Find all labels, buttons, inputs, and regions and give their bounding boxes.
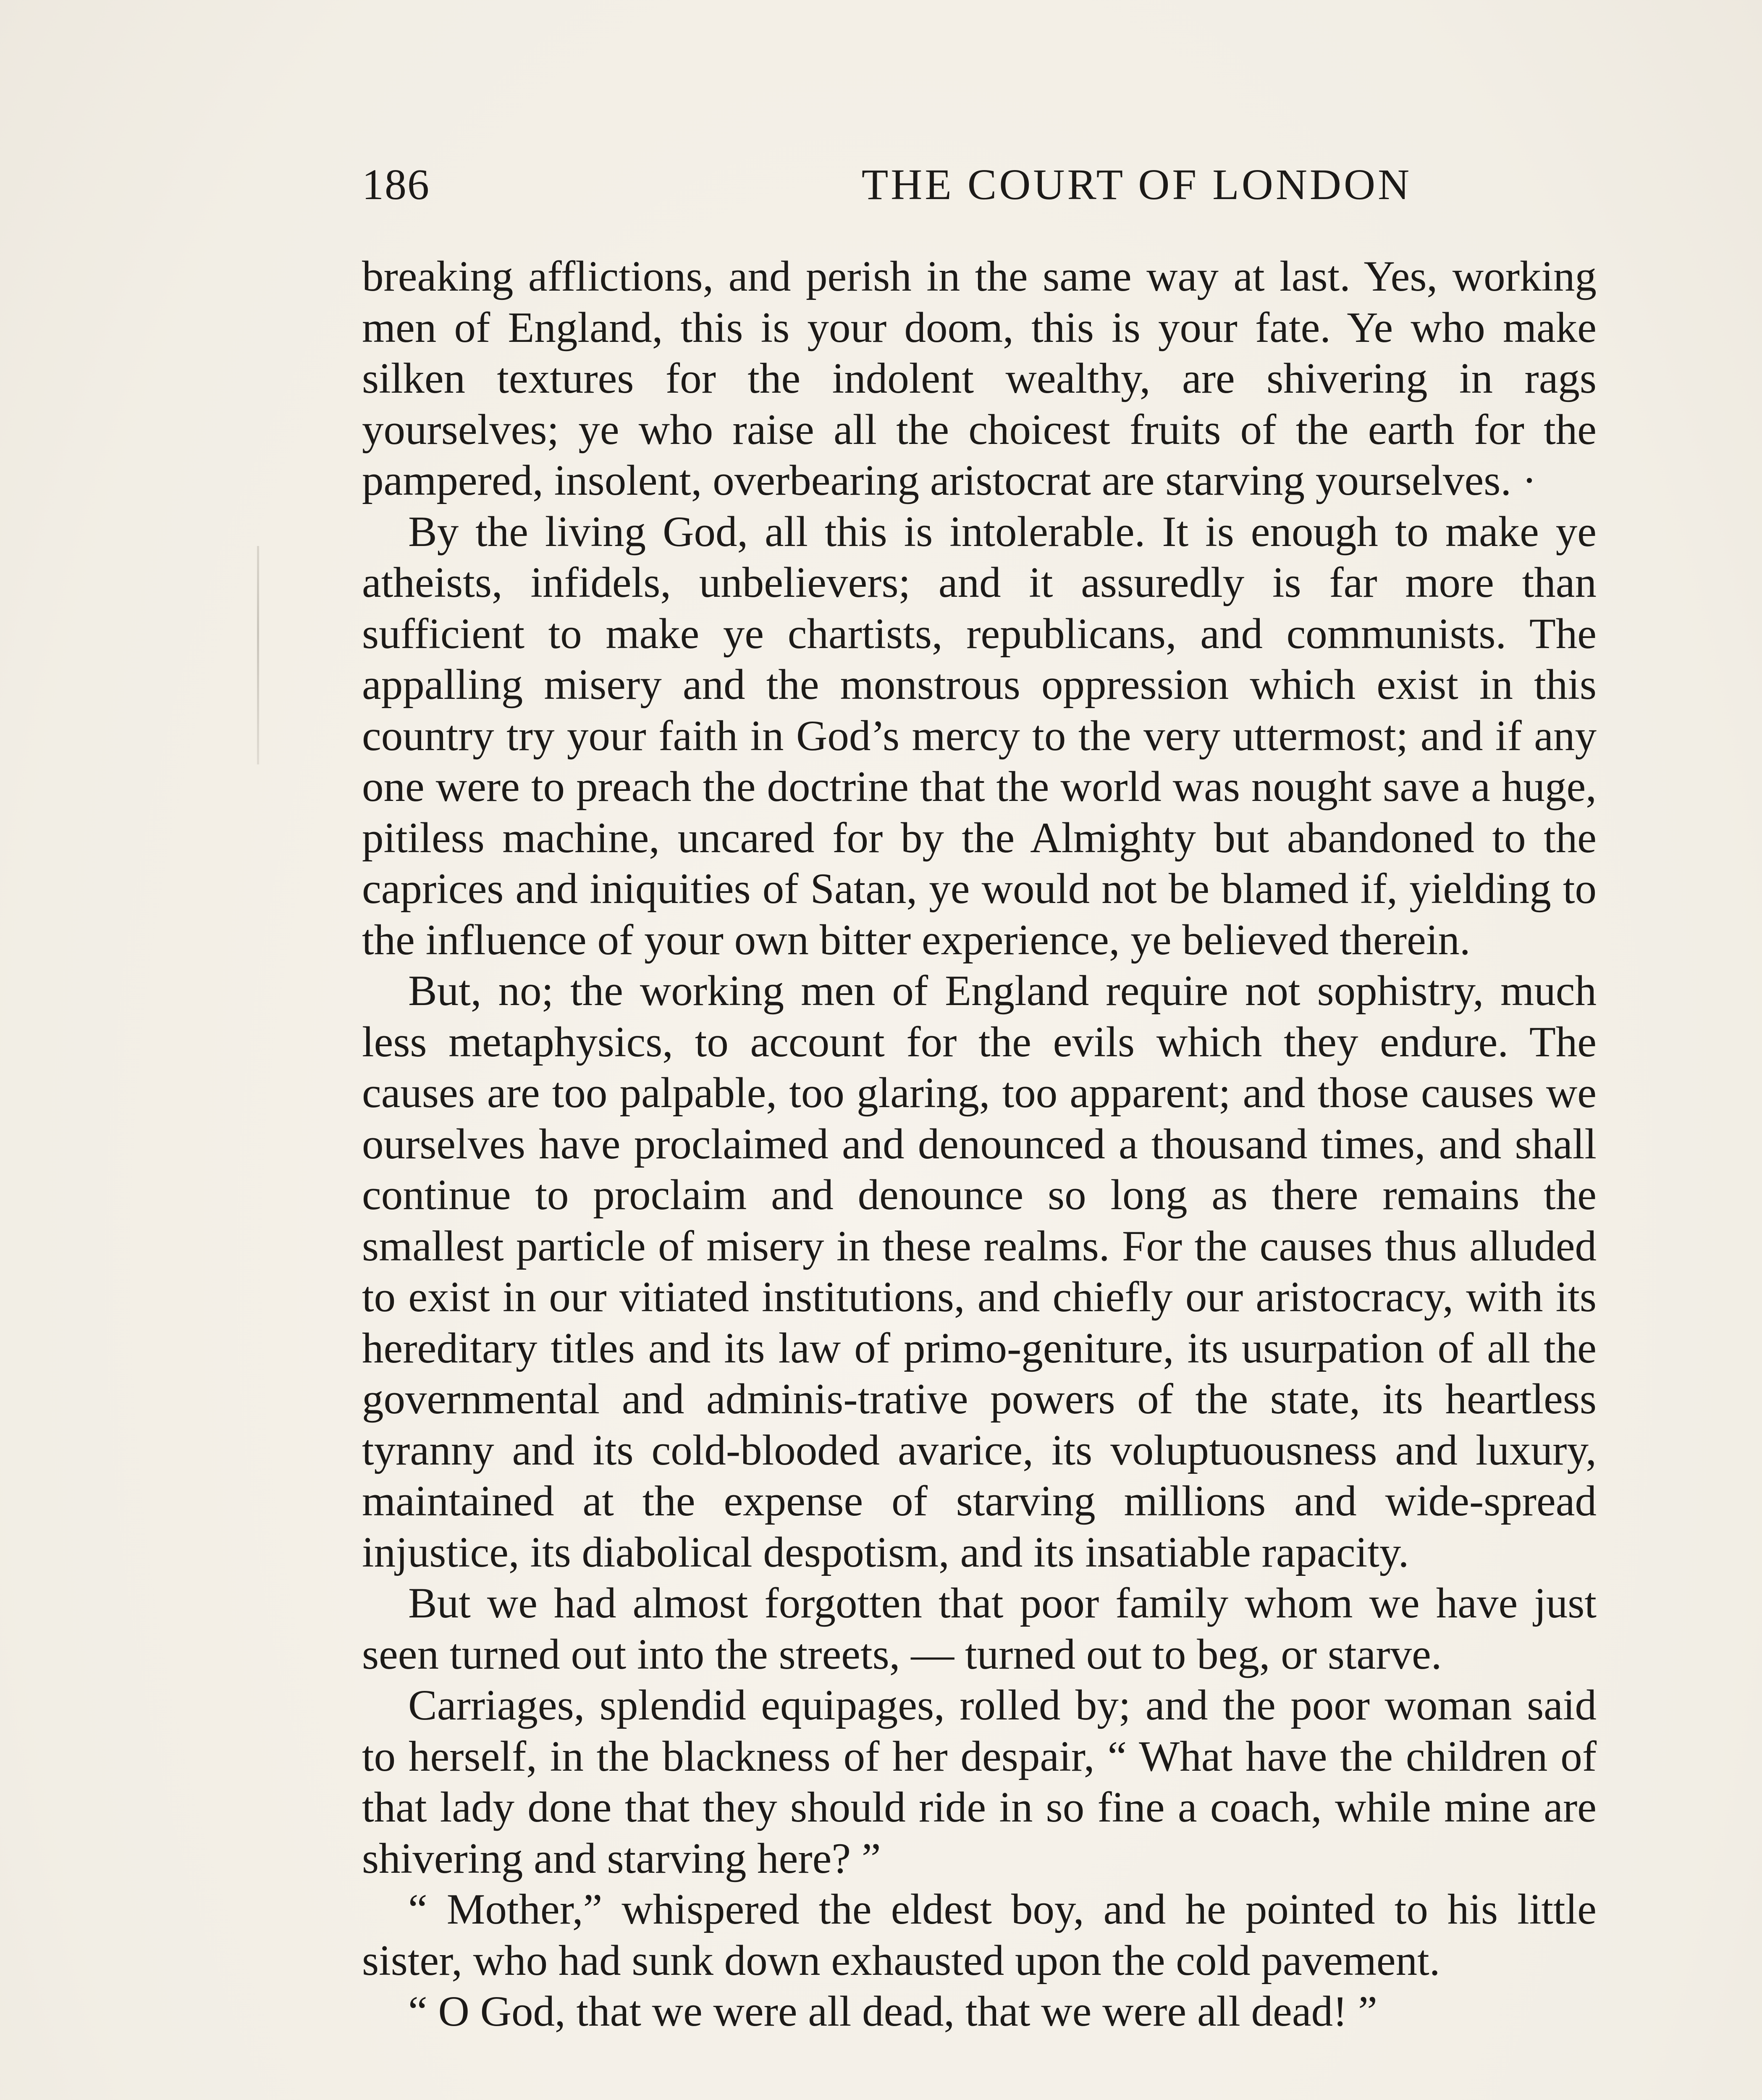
paragraph: But we had almost forgotten that poor family whom we have just seen turned out into the streets, — turned out to beg, or starve. — [362, 1579, 1597, 1678]
paragraph: “ O God, that we were all dead, that we were all dead! ” — [408, 1987, 1377, 2035]
paragraph: “ Mother,” whispered the eldest boy, and he pointed to his little sister, who had sunk down exhausted upon the cold pavement. — [362, 1885, 1597, 1984]
body-text — [362, 251, 1597, 2037]
page-header — [362, 155, 1601, 214]
paragraph: But, no; the working men of England require not sophistry, much less metaphysics, to account for the evils which they endure. The causes are too palpable, too glaring, too apparent; and those causes we ourselves have proclaimed and denounced a thousand times, and shall continue to proclaim and denounce so long as there remains the smallest particle of misery in these realms. For the causes thus alluded to exist in our vitiated institutions, and chiefly our aristocracy, with its hereditary titles and its law of primo-geniture, its usurpation of all the governmental and adminis-trative powers of the state, its heartless tyranny and its cold-blooded avarice, its voluptuousness and luxury, maintained at the expense of starving millions and wide-spread injustice, its diabolical despotism, and its insatiable rapacity. — [362, 967, 1597, 1576]
paragraph: Carriages, splendid equipages, rolled by; and the poor woman said to herself, in the blackness of her despair, “ What have the children of that lady done that they should ride in so fine a coach, while mine are shivering and starving here? ” — [362, 1681, 1597, 1882]
page-number: 186 — [362, 160, 430, 209]
paragraph-continued: breaking afflictions, and perish in the same way at last. Yes, working men of England, this is your doom, this is your fate. Ye who make silken textures for the indolent wealthy, are shivering in rags yourselves; ye who raise all the choicest fruits of the earth for the pampered, insolent, overbearing aristocrat are starving yourselves. · — [362, 252, 1597, 504]
margin-pencil-mark — [257, 546, 259, 764]
paragraph: By the living God, all this is intolerable. It is enough to make ye atheists, infidels, unbelievers; and it assuredly is far more than sufficient to make ye chartists, republicans, and communists. The appalling misery and the monstrous oppression which exist in this country try your faith in God’s mercy to the very uttermost; and if any one were to preach the doctrine that the world was nought save a huge, pitiless machine, uncared for by the Almighty but abandoned to the caprices and iniquities of Satan, ye would not be blamed if, yielding to the influence of your own bitter experience, ye believed therein. — [362, 507, 1597, 964]
running-head: THE COURT OF LONDON — [861, 160, 1412, 209]
